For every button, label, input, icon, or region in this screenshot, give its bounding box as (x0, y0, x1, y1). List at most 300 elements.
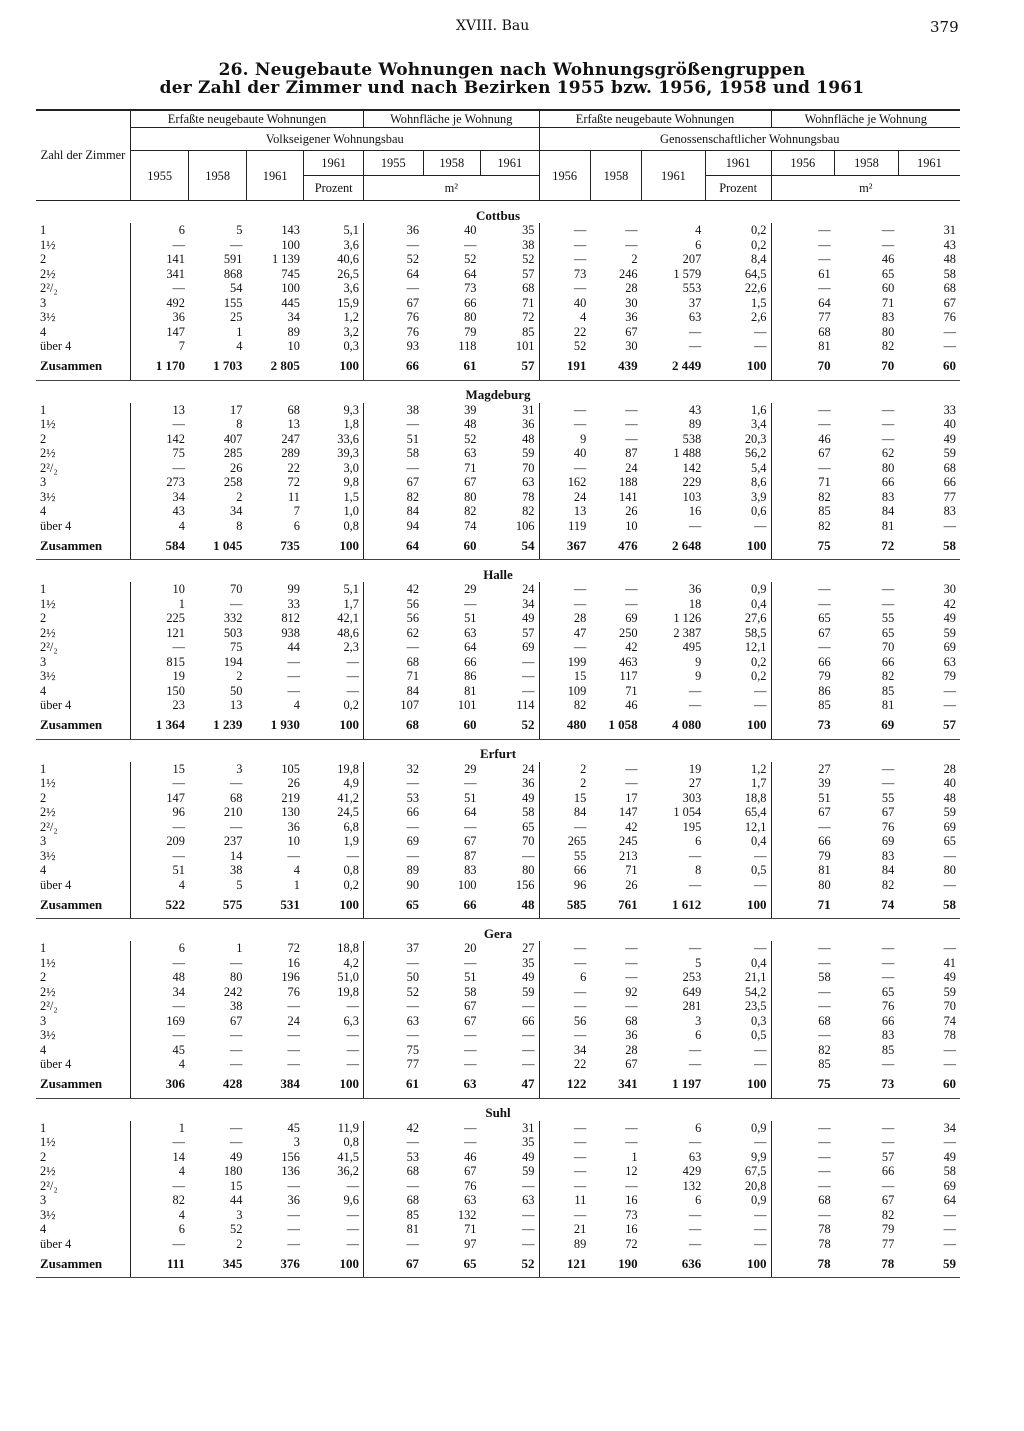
table-cell: 69 (943, 1178, 956, 1193)
table-cell: — (481, 1043, 540, 1058)
table-row (36, 281, 960, 296)
table-cell: 82 (481, 504, 540, 519)
table-cell: 73 (625, 1207, 638, 1222)
table-row (36, 1043, 960, 1058)
table-cell: — (573, 1135, 587, 1149)
year-header: 1956 (771, 151, 835, 176)
table-cell: 13 (573, 504, 587, 518)
table-cell: 80 (464, 489, 477, 504)
total-cell: 2 449 (642, 354, 706, 381)
room-count-label: 2½ (36, 446, 130, 461)
district-name: Erfurt (479, 746, 517, 761)
room-count-label: 2 (36, 1150, 130, 1165)
room-count-label: über 4 (36, 1057, 130, 1072)
table-cell: 26 (625, 504, 638, 518)
room-count-label: 1½ (36, 956, 130, 971)
room-count-label: über 4 (36, 1237, 130, 1252)
table-cell: 213 (619, 848, 638, 863)
table-cell: 80 (881, 460, 895, 475)
table-cell: 59 (481, 1164, 540, 1179)
table-cell: — (573, 460, 587, 475)
total-cell: 60 (423, 713, 480, 740)
table-cell: 429 (682, 1164, 702, 1178)
total-label: Zusammen (36, 533, 130, 560)
table-cell: 0,8 (304, 519, 364, 534)
total-cell: 384 (246, 1072, 303, 1099)
table-cell: 59 (481, 985, 540, 1000)
total-cell: 100 (304, 892, 364, 919)
table-cell: 59 (943, 446, 956, 460)
table-cell: — (705, 878, 771, 893)
table-cell: 66 (881, 475, 895, 489)
table-cell: 22 (573, 324, 587, 339)
total-cell: 1 612 (642, 892, 706, 919)
table-cell: 253 (682, 970, 702, 984)
table-cell: 0,5 (705, 863, 771, 878)
table-cell: 109 (567, 683, 587, 698)
table-cell: — (287, 669, 300, 683)
table-cell: 210 (223, 805, 243, 819)
table-cell: 2 (580, 761, 587, 776)
table-cell: — (943, 1042, 956, 1057)
room-count-label: 1 (36, 1121, 130, 1136)
table-cell: — (943, 1207, 956, 1222)
table-cell: — (818, 596, 831, 611)
table-cell: — (172, 460, 185, 475)
table-cell: 56 (406, 596, 420, 611)
table-cell: — (818, 819, 831, 834)
room-count-label: 1½ (36, 417, 130, 432)
table-cell: 15 (573, 669, 587, 683)
room-count-label: 3½ (36, 310, 130, 325)
table-cell: — (464, 819, 477, 834)
table-cell: 55 (881, 611, 895, 625)
total-cell: 65 (423, 1251, 480, 1278)
table-cell: 31 (481, 403, 540, 418)
table-cell: 3,4 (705, 417, 771, 432)
total-cell: 476 (590, 533, 641, 560)
table-cell: 8 (695, 863, 702, 877)
total-cell: 522 (130, 892, 189, 919)
table-cell: 141 (619, 489, 638, 504)
table-row (36, 776, 960, 791)
table-cell: 33 (943, 402, 956, 417)
table-row (36, 417, 960, 432)
table-cell: — (688, 877, 702, 892)
table-row (36, 582, 960, 597)
table-cell: 36 (688, 582, 702, 596)
table-cell: 156 (481, 878, 540, 893)
total-cell: 64 (363, 533, 423, 560)
table-cell: 18 (688, 596, 702, 611)
total-cell: 584 (130, 533, 189, 560)
table-cell: — (172, 1028, 185, 1042)
table-cell: 80 (464, 310, 477, 324)
table-cell: — (625, 941, 638, 955)
table-cell: — (172, 955, 185, 970)
unit-header-percent: Prozent (304, 176, 364, 201)
table-cell: 142 (682, 460, 702, 475)
table-cell: — (406, 281, 420, 295)
table-cell: 407 (223, 431, 243, 446)
table-cell: 59 (943, 805, 956, 819)
table-cell: 48 (172, 970, 185, 984)
table-cell: — (573, 999, 587, 1013)
total-cell: 191 (539, 354, 590, 381)
table-cell: 55 (881, 790, 895, 805)
table-row (36, 762, 960, 777)
table-cell: 4 (178, 1057, 185, 1071)
table-cell: 81 (881, 698, 895, 712)
table-cell: 142 (166, 431, 185, 446)
table-cell: 94 (406, 518, 420, 533)
table-row (36, 461, 960, 476)
table-cell: 8,6 (705, 475, 771, 490)
table-cell: 52 (573, 339, 587, 353)
year-header: 1961 (246, 151, 303, 201)
total-cell: 78 (771, 1251, 835, 1278)
table-cell: 23 (172, 698, 185, 712)
table-row (36, 490, 960, 505)
table-cell: 81 (881, 518, 895, 533)
table-title-line-1: 26. Neugebaute Wohnungen nach Wohnungsgrößengruppen (218, 60, 806, 80)
table-row (36, 1135, 960, 1150)
table-cell: 0,9 (705, 1121, 771, 1136)
table-cell: 67 (625, 1057, 638, 1071)
total-cell: 100 (304, 713, 364, 740)
table-cell: — (881, 1135, 895, 1149)
table-cell: 3,2 (304, 325, 364, 340)
table-cell: — (481, 849, 540, 864)
table-row (36, 999, 960, 1014)
district-heading-row (36, 1098, 960, 1121)
table-cell: — (230, 955, 243, 970)
table-cell: 48 (943, 252, 956, 266)
table-cell: 67 (943, 295, 956, 310)
total-label: Zusammen (36, 1251, 130, 1278)
total-label: Zusammen (36, 713, 130, 740)
table-cell: 868 (223, 266, 243, 281)
table-cell: 3,0 (304, 461, 364, 476)
table-cell: 63 (464, 446, 477, 460)
table-cell: 44 (287, 640, 300, 654)
table-cell: 225 (166, 611, 185, 625)
table-cell: 26 (287, 776, 300, 790)
table-cell: — (625, 776, 638, 790)
table-cell: — (573, 640, 587, 654)
table-cell: 130 (281, 805, 300, 819)
table-cell: 66 (573, 863, 587, 877)
table-row (36, 446, 960, 461)
total-cell: 761 (590, 892, 641, 919)
table-cell: 62 (406, 625, 420, 640)
table-cell: 71 (625, 683, 638, 698)
table-cell: 82 (818, 518, 831, 533)
table-cell: 49 (943, 1149, 956, 1164)
table-cell: 84 (881, 504, 895, 518)
table-cell: 76 (406, 324, 420, 339)
table-cell: — (881, 941, 895, 955)
district-heading-row (36, 380, 960, 403)
table-cell: — (573, 417, 587, 431)
total-cell: 73 (835, 1072, 899, 1099)
table-row (36, 475, 960, 490)
room-count-label: 1 (36, 582, 130, 597)
total-cell: 122 (539, 1072, 590, 1099)
table-cell: 33,6 (304, 432, 364, 447)
table-row (36, 519, 960, 534)
table-cell: 1,0 (304, 504, 364, 519)
table-cell: — (481, 1028, 540, 1043)
table-cell: 68 (943, 281, 956, 295)
table-cell: — (688, 518, 702, 533)
room-count-label: 2 (36, 252, 130, 267)
table-row (36, 956, 960, 971)
table-cell: 84 (406, 504, 420, 518)
table-cell: 14 (230, 848, 243, 863)
table-cell: 229 (682, 475, 702, 489)
table-cell: 24 (481, 762, 540, 777)
table-cell: 78 (481, 490, 540, 505)
table-cell: — (705, 339, 771, 354)
table-cell: 100 (457, 877, 477, 892)
total-cell: 306 (130, 1072, 189, 1099)
table-cell: — (172, 281, 185, 295)
table-row (36, 863, 960, 878)
table-cell: — (464, 776, 477, 790)
total-cell: 100 (304, 1251, 364, 1278)
table-cell: 237 (223, 834, 243, 848)
district-heading-row (36, 201, 960, 224)
total-cell: 1 170 (130, 354, 189, 381)
room-count-label: 1 (36, 403, 130, 418)
unit-header-percent: Prozent (705, 176, 771, 201)
table-cell: — (481, 1057, 540, 1072)
district-name: Cottbus (475, 207, 521, 223)
total-cell: 121 (539, 1251, 590, 1278)
table-cell: 63 (688, 1149, 702, 1164)
total-row (36, 1251, 960, 1278)
table-cell: 38 (406, 402, 420, 417)
table-cell: 93 (406, 339, 420, 353)
total-cell: 75 (771, 1072, 835, 1099)
table-cell: — (881, 223, 895, 237)
table-cell: 1 126 (673, 611, 702, 625)
table-cell: 58 (943, 1164, 956, 1178)
table-cell: — (625, 1120, 638, 1135)
room-count-label: 2 (36, 970, 130, 985)
table-cell: — (287, 1222, 300, 1236)
table-cell: 10 (625, 518, 638, 533)
table-cell: — (625, 596, 638, 611)
room-count-label: 1½ (36, 776, 130, 791)
table-cell: 143 (281, 223, 300, 237)
table-cell: 0,9 (705, 1193, 771, 1208)
table-cell: 67 (625, 324, 638, 339)
year-header: 1958 (590, 151, 641, 201)
table-cell: 77 (943, 489, 956, 504)
table-cell: 85 (818, 1057, 831, 1071)
table-cell: 37 (688, 295, 702, 310)
table-cell: 78 (818, 1222, 831, 1236)
district-heading-row (36, 560, 960, 583)
table-cell: 67 (818, 625, 831, 640)
table-cell: 70 (481, 834, 540, 849)
table-cell: 492 (166, 295, 185, 310)
table-cell: — (481, 1222, 540, 1237)
table-cell: — (881, 582, 895, 596)
table-cell: 9,8 (304, 475, 364, 490)
table-cell: — (625, 1135, 638, 1149)
room-count-label: 3½ (36, 1208, 130, 1223)
table-cell: 247 (281, 431, 300, 446)
table-cell: 68 (406, 1164, 420, 1178)
unit-header-area: m² (771, 176, 960, 201)
room-count-label: 4 (36, 1222, 130, 1237)
district-heading-row (36, 739, 960, 762)
table-cell: — (688, 1207, 702, 1222)
table-cell: — (943, 877, 956, 892)
table-cell: — (818, 223, 831, 237)
table-cell: — (481, 1237, 540, 1252)
table-cell: — (230, 1120, 243, 1135)
total-cell: 100 (304, 533, 364, 560)
table-cell: 85 (818, 698, 831, 712)
table-cell: 66 (406, 805, 420, 819)
table-cell: 16 (287, 955, 300, 970)
room-count-label: 2½ (36, 985, 130, 1000)
table-cell: 9,6 (304, 1193, 364, 1208)
table-row (36, 985, 960, 1000)
table-row (36, 684, 960, 699)
table-cell: 6 (178, 941, 185, 955)
table-cell: 11,9 (304, 1121, 364, 1136)
table-cell: 20,8 (705, 1179, 771, 1194)
table-cell: 12,1 (705, 820, 771, 835)
table-cell: 66 (881, 1013, 895, 1028)
room-count-label: 4 (36, 863, 130, 878)
table-cell: 4 (580, 310, 587, 324)
year-header: 1961 (481, 151, 540, 176)
table-cell: — (818, 1135, 831, 1149)
table-cell: 71 (406, 669, 420, 683)
room-count-label: 1½ (36, 238, 130, 253)
table-cell: 1,7 (705, 776, 771, 791)
table-row (36, 1028, 960, 1043)
table-cell: — (705, 325, 771, 340)
table-cell: 96 (573, 877, 587, 892)
table-cell: 46 (625, 698, 638, 712)
room-count-label: 2½ (36, 805, 130, 820)
table-cell: 13 (230, 698, 243, 712)
total-cell: 74 (835, 892, 899, 919)
table-cell: 132 (682, 1178, 702, 1193)
table-cell: 48 (481, 432, 540, 447)
total-cell: 190 (590, 1251, 641, 1278)
room-count-label: 1 (36, 223, 130, 238)
room-count-label: über 4 (36, 878, 130, 893)
table-cell: 82 (881, 877, 895, 892)
table-row (36, 820, 960, 835)
table-cell: — (705, 1135, 771, 1150)
table-cell: 67 (230, 1013, 243, 1028)
table-cell: — (464, 1042, 477, 1057)
room-count-label: 4 (36, 1043, 130, 1058)
table-cell: 83 (881, 1028, 895, 1042)
table-cell: 24 (481, 582, 540, 597)
table-cell: — (230, 1057, 243, 1071)
table-row (36, 626, 960, 641)
table-cell: 43 (172, 504, 185, 518)
table-cell: 65,4 (705, 805, 771, 820)
table-cell: 66 (818, 654, 831, 669)
table-cell: 76 (287, 984, 300, 999)
table-cell: 54,2 (705, 985, 771, 1000)
table-cell: 82 (573, 698, 587, 712)
table-cell: — (688, 324, 702, 339)
table-cell: 27,6 (705, 611, 771, 626)
table-row (36, 640, 960, 655)
table-cell: 591 (223, 252, 243, 266)
table-cell: 19 (688, 761, 702, 776)
table-cell: 0,3 (705, 1014, 771, 1029)
table-cell: 59 (943, 625, 956, 640)
table-cell: 21 (573, 1222, 587, 1236)
table-cell: 71 (464, 1222, 477, 1236)
total-row (36, 354, 960, 381)
table-cell: 4 (695, 223, 702, 237)
table-cell: 73 (573, 266, 587, 281)
table-cell: 57 (481, 267, 540, 282)
table-title-line-2: der Zahl der Zimmer und nach Bezirken 1955 bzw. 1956, 1958 und 1961 (159, 78, 865, 98)
table-cell: 48 (943, 790, 956, 805)
table-cell: 72 (625, 1236, 638, 1251)
table-cell: 35 (481, 223, 540, 238)
table-cell: — (573, 941, 587, 955)
table-cell: 17 (230, 402, 243, 417)
table-cell: — (230, 596, 243, 611)
table-cell: 341 (166, 266, 185, 281)
total-cell: 100 (705, 713, 771, 740)
table-cell: 1 488 (673, 446, 702, 460)
table-cell: 41 (943, 955, 956, 970)
table-cell: 49 (481, 1150, 540, 1165)
total-cell: 100 (705, 533, 771, 560)
table-cell: — (688, 1042, 702, 1057)
table-cell: — (688, 1135, 702, 1149)
total-cell: 75 (771, 533, 835, 560)
table-cell: — (573, 1207, 587, 1222)
table-cell: 45 (287, 1120, 300, 1135)
table-cell: 84 (573, 805, 587, 819)
table-cell: 72 (287, 941, 300, 955)
table-cell: — (287, 1042, 300, 1057)
table-cell: 4 (178, 518, 185, 533)
total-cell: 60 (423, 533, 480, 560)
table-cell: — (881, 237, 895, 252)
table-cell: 64 (464, 805, 477, 819)
table-cell: — (818, 237, 831, 252)
table-cell: 4,9 (304, 776, 364, 791)
table-cell: 6 (580, 970, 587, 984)
table-cell: 28 (625, 1042, 638, 1057)
table-cell: 14 (172, 1149, 185, 1164)
table-cell: 63 (464, 1193, 477, 1207)
sector-header-volkseigen: Volkseigener Wohnungsbau (130, 128, 539, 151)
table-cell: 5,1 (304, 582, 364, 597)
table-cell: 58 (406, 446, 420, 460)
table-cell: 84 (406, 683, 420, 698)
